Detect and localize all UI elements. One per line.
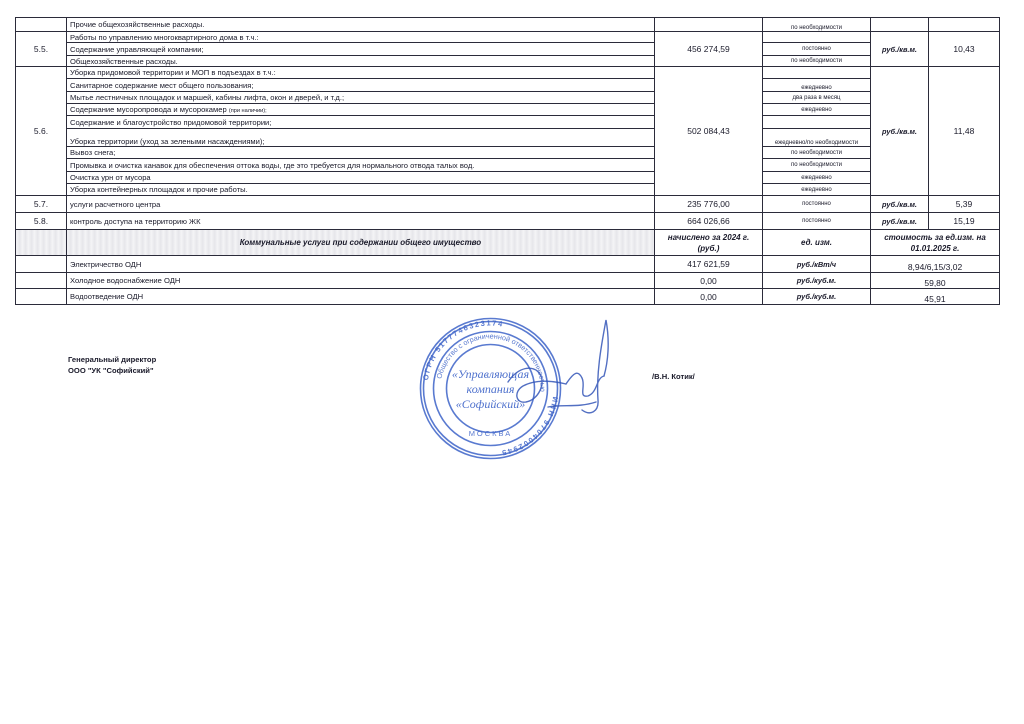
row-rate: 11,48: [929, 67, 1000, 196]
utilities-unit-header: ед. изм.: [763, 230, 871, 256]
stamp-inn: ИНН 9704002945: [499, 396, 560, 458]
row-sum: 417 621,59: [655, 256, 763, 273]
row-number: 5.7.: [16, 196, 67, 213]
row-rate: 45,91: [871, 289, 1000, 305]
row-frequency: по необходимости: [763, 159, 871, 172]
row-item: Мытье лестничных площадок и маршей, кабины лифта, окон и дверей, и т.д.;: [67, 92, 655, 104]
row-number: 5.8.: [16, 213, 67, 230]
row-rate: 5,39: [929, 196, 1000, 213]
row-item: Уборка придомовой территории и МОП в подъездах в т.ч.:: [67, 67, 655, 79]
row-item-label: Содержание мусоропровода и мусорокамер: [70, 105, 227, 114]
stamp-center-line-1: «Управляющая: [451, 367, 530, 381]
row-sum: 456 274,59: [655, 32, 763, 67]
row-sum: 502 084,43: [655, 67, 763, 196]
row-frequency: [763, 67, 871, 79]
row-rate: 10,43: [929, 32, 1000, 67]
signatory-company: ООО "УК "Софийский": [68, 366, 154, 375]
row-frequency: ежедневно/по необходимости: [763, 129, 871, 147]
row-item: контроль доступа на территорию ЖК: [67, 213, 655, 230]
row-item: Общехозяйственные расходы.: [67, 56, 655, 67]
row-item: Очистка урн от мусора: [67, 172, 655, 184]
row-item: Санитарное содержание мест общего пользования;: [67, 79, 655, 92]
row-rate: [929, 18, 1000, 32]
row-number: 5.6.: [16, 67, 67, 196]
table-row: [16, 32, 1000, 43]
table-row: [16, 196, 1000, 213]
table-row: [16, 43, 1000, 56]
row-frequency: постоянно: [763, 43, 871, 56]
row-item: Холодное водоснабжение ОДН: [67, 273, 655, 289]
row-rate: 8,94/6,15/3,02: [871, 256, 1000, 273]
table-row: [16, 56, 1000, 67]
row-item: Уборка территории (уход за зелеными насаждениями);: [67, 129, 655, 147]
handwritten-signature: [478, 312, 638, 432]
stamp-center-line-3: «Софийский»: [455, 397, 526, 411]
row-item-note: (при наличии);: [228, 108, 267, 114]
table-row: [16, 92, 1000, 104]
row-frequency: два раза в месяц: [763, 92, 871, 104]
row-sum: 0,00: [655, 273, 763, 289]
row-unit: руб./кв.м.: [871, 67, 929, 196]
row-number: [16, 289, 67, 305]
row-unit: руб./кв.м.: [871, 196, 929, 213]
stamp-city: МОСКВА: [468, 429, 513, 438]
row-item: услуги расчетного центра: [67, 196, 655, 213]
stamp-outer-text: Общество с ограниченной ответственностью: [434, 331, 548, 392]
row-sum: [655, 18, 763, 32]
row-frequency: [763, 32, 871, 43]
utilities-header-row: [16, 230, 1000, 256]
table-row: [16, 104, 1000, 116]
table-row: [16, 67, 1000, 79]
row-item: Промывка и очистка канавок для обеспечения оттока воды, где это требуется для нормального отвода талых вод.: [67, 159, 655, 172]
row-item: Электричество ОДН: [67, 256, 655, 273]
row-unit: руб./кВт/ч: [763, 256, 871, 273]
row-sum: 235 776,00: [655, 196, 763, 213]
stamp-center-line-2: компания: [466, 382, 515, 396]
table-row: [16, 147, 1000, 159]
row-item: Содержание и благоустройство придомовой территории;: [67, 116, 655, 129]
table-row: [16, 18, 1000, 32]
row-sum: 0,00: [655, 289, 763, 305]
row-frequency: ежедневно: [763, 79, 871, 92]
table-row: [16, 159, 1000, 172]
row-unit: руб./кв.м.: [871, 213, 929, 230]
row-frequency: ежедневно: [763, 172, 871, 184]
row-rate: 15,19: [929, 213, 1000, 230]
table-row: [16, 129, 1000, 147]
row-unit: руб./кв.м.: [871, 32, 929, 67]
row-frequency: по необходимости: [763, 147, 871, 159]
services-table: [15, 17, 1000, 305]
row-item: Работы по управлению многоквартирного дома в т.ч.:: [67, 32, 655, 43]
signatory-block: [68, 354, 156, 376]
table-row: [16, 289, 1000, 305]
row-frequency: постоянно: [763, 196, 871, 213]
utilities-cost-header: стоимость за ед.изм. на 01.01.2025 г.: [871, 230, 1000, 256]
row-frequency: постоянно: [763, 213, 871, 230]
row-frequency: ежедневно: [763, 184, 871, 196]
row-item: Уборка контейнерных площадок и прочие работы.: [67, 184, 655, 196]
row-number: [16, 18, 67, 32]
row-unit: руб./куб.м.: [763, 289, 871, 305]
row-number: 5.5.: [16, 32, 67, 67]
utilities-title: Коммунальные услуги при содержании общего имущество: [67, 230, 655, 256]
row-unit: руб./куб.м.: [763, 273, 871, 289]
row-item: Содержание управляющей компании;: [67, 43, 655, 56]
row-frequency: ежедневно: [763, 104, 871, 116]
table-row: [16, 273, 1000, 289]
stamp-ogrn: ОГРН 5177746323174: [421, 318, 505, 381]
table-row: [16, 184, 1000, 196]
table-row: [16, 116, 1000, 129]
row-frequency: по необходимости: [763, 18, 871, 32]
row-item: Водоотведение ОДН: [67, 289, 655, 305]
row-number: [16, 256, 67, 273]
row-item: [67, 104, 655, 116]
signatory-name: /В.Н. Котик/: [652, 372, 695, 381]
row-unit: [871, 18, 929, 32]
table-row: [16, 256, 1000, 273]
header-blank-cell: [16, 230, 67, 256]
row-frequency: [763, 116, 871, 129]
table-row: [16, 213, 1000, 230]
signatory-position: Генеральный директор: [68, 355, 157, 364]
table-row: [16, 79, 1000, 92]
row-number: [16, 273, 67, 289]
utilities-charged-header: начислено за 2024 г. (руб.): [655, 230, 763, 256]
table-row: [16, 172, 1000, 184]
row-frequency: по необходимости: [763, 56, 871, 67]
row-rate: 59,80: [871, 273, 1000, 289]
row-sum: 664 026,66: [655, 213, 763, 230]
row-item: Прочие общехозяйственные расходы.: [67, 18, 655, 32]
row-item: Вывоз снега;: [67, 147, 655, 159]
